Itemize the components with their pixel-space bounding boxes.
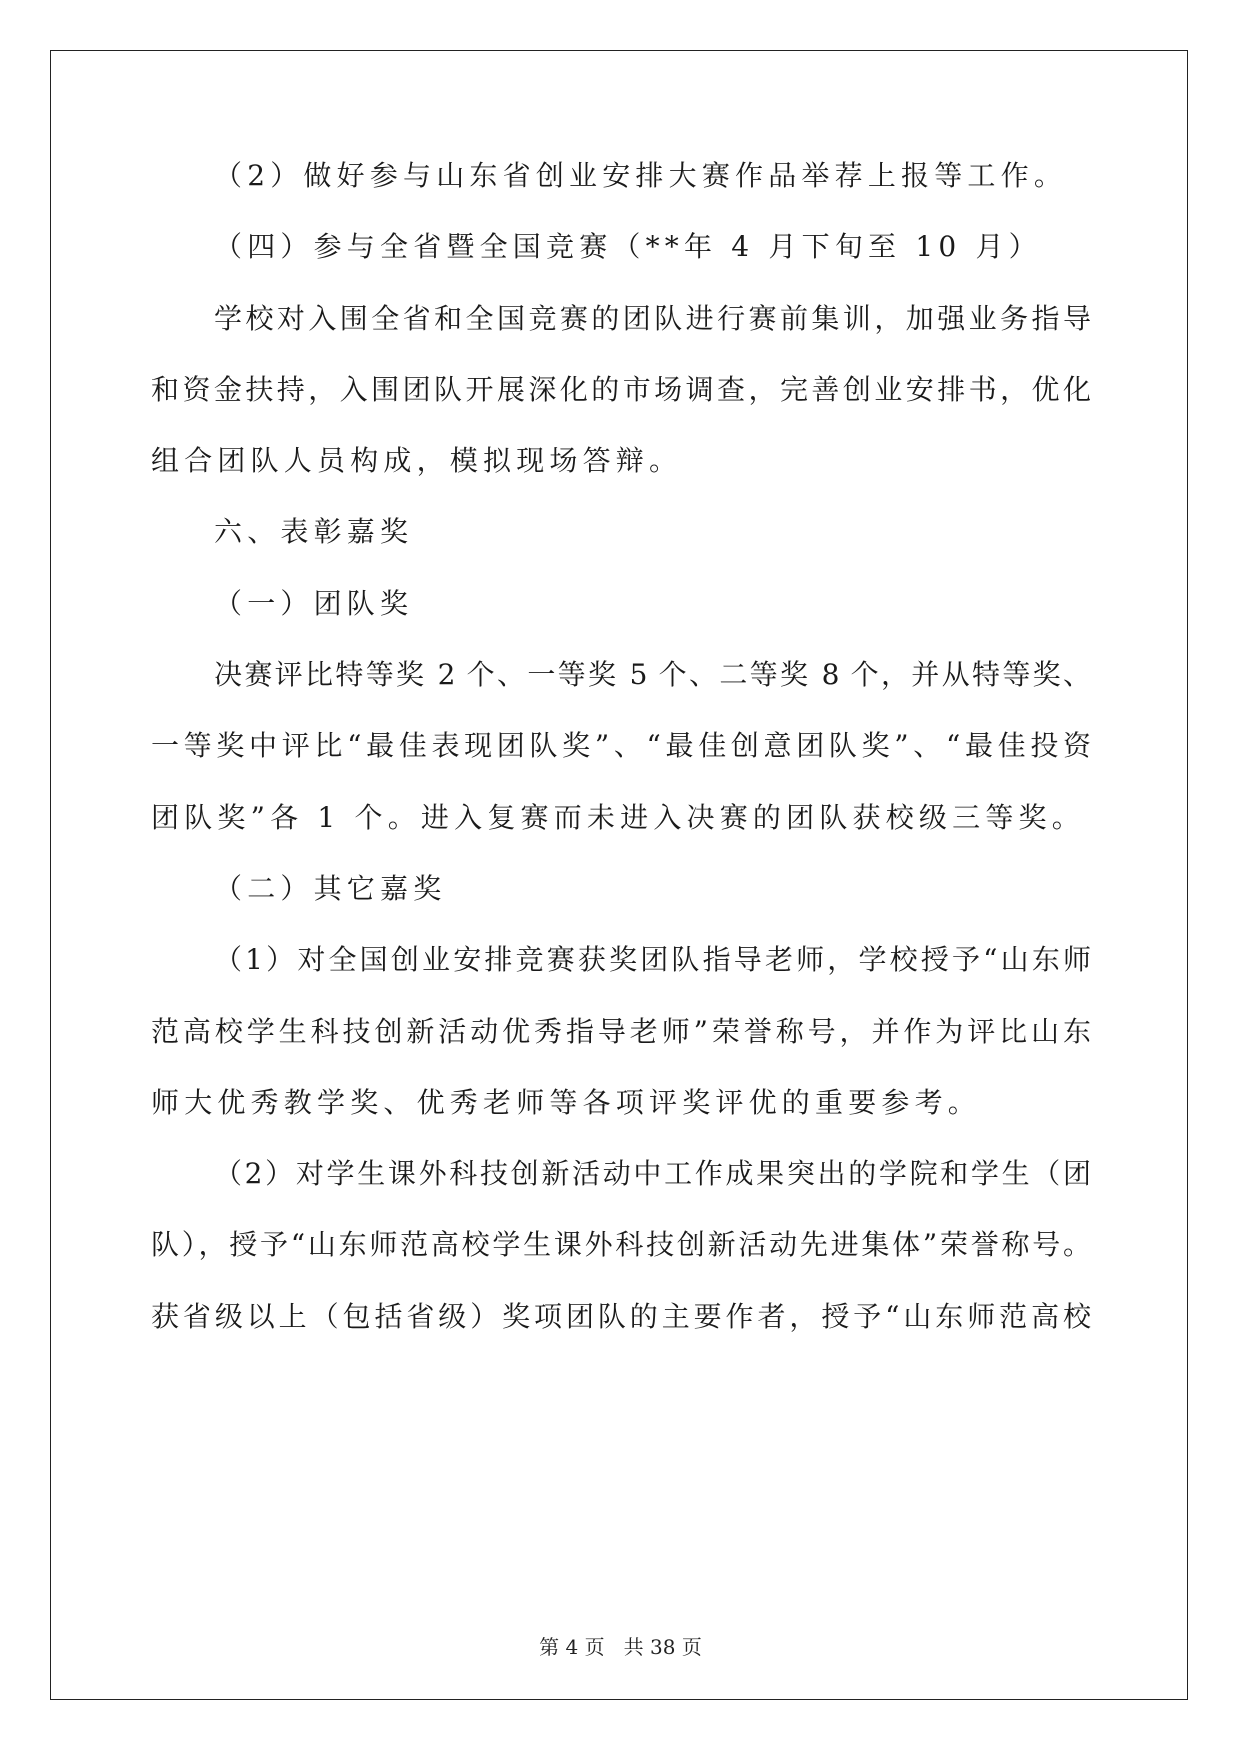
section-heading: （一）团队奖 xyxy=(214,587,414,620)
paragraph-line: 决赛评比特等奖 2 个、一等奖 5 个、二等奖 8 个，并从特等奖、 xyxy=(214,658,1091,691)
paragraph-line: （2）对学生课外科技创新活动中工作成果突出的学院和学生（团 xyxy=(214,1157,1091,1190)
page-total: 共 38 页 xyxy=(623,1635,702,1659)
paragraph-line: 获省级以上（包括省级）奖项团队的主要作者，授予“山东师范高校 xyxy=(151,1300,1091,1333)
paragraph-line: 队），授予“山东师范高校学生课外科技创新活动先进集体”荣誉称号。 xyxy=(151,1228,1091,1261)
paragraph-line: 组合团队人员构成，模拟现场答辩。 xyxy=(151,444,683,477)
section-heading: （四）参与全省暨全国竞赛（**年 4 月下旬至 10 月） xyxy=(214,230,1042,263)
paragraph-line: 一等奖中评比“最佳表现团队奖”、“最佳创意团队奖”、“最佳投资 xyxy=(151,729,1091,762)
section-heading: 六、表彰嘉奖 xyxy=(214,515,414,548)
paragraph-line: 团队奖”各 1 个。进入复赛而未进入决赛的团队获校级三等奖。 xyxy=(151,801,1085,834)
paragraph-line: 和资金扶持，入围团队开展深化的市场调查，完善创业安排书，优化 xyxy=(151,373,1091,406)
paragraph-line: （2）做好参与山东省创业安排大赛作品举荐上报等工作。 xyxy=(214,159,1068,192)
page-number: 第 4 页 xyxy=(539,1635,605,1659)
paragraph-line: 学校对入围全省和全国竞赛的团队进行赛前集训，加强业务指导 xyxy=(214,302,1091,335)
paragraph-line: 范高校学生科技创新活动优秀指导老师”荣誉称号，并作为评比山东 xyxy=(151,1015,1091,1048)
section-heading: （二）其它嘉奖 xyxy=(214,872,447,905)
page-footer xyxy=(0,1635,1241,1659)
paragraph-line: （1）对全国创业安排竞赛获奖团队指导老师，学校授予“山东师 xyxy=(214,943,1091,976)
paragraph-line: 师大优秀教学奖、优秀老师等各项评奖评优的重要参考。 xyxy=(151,1086,982,1119)
